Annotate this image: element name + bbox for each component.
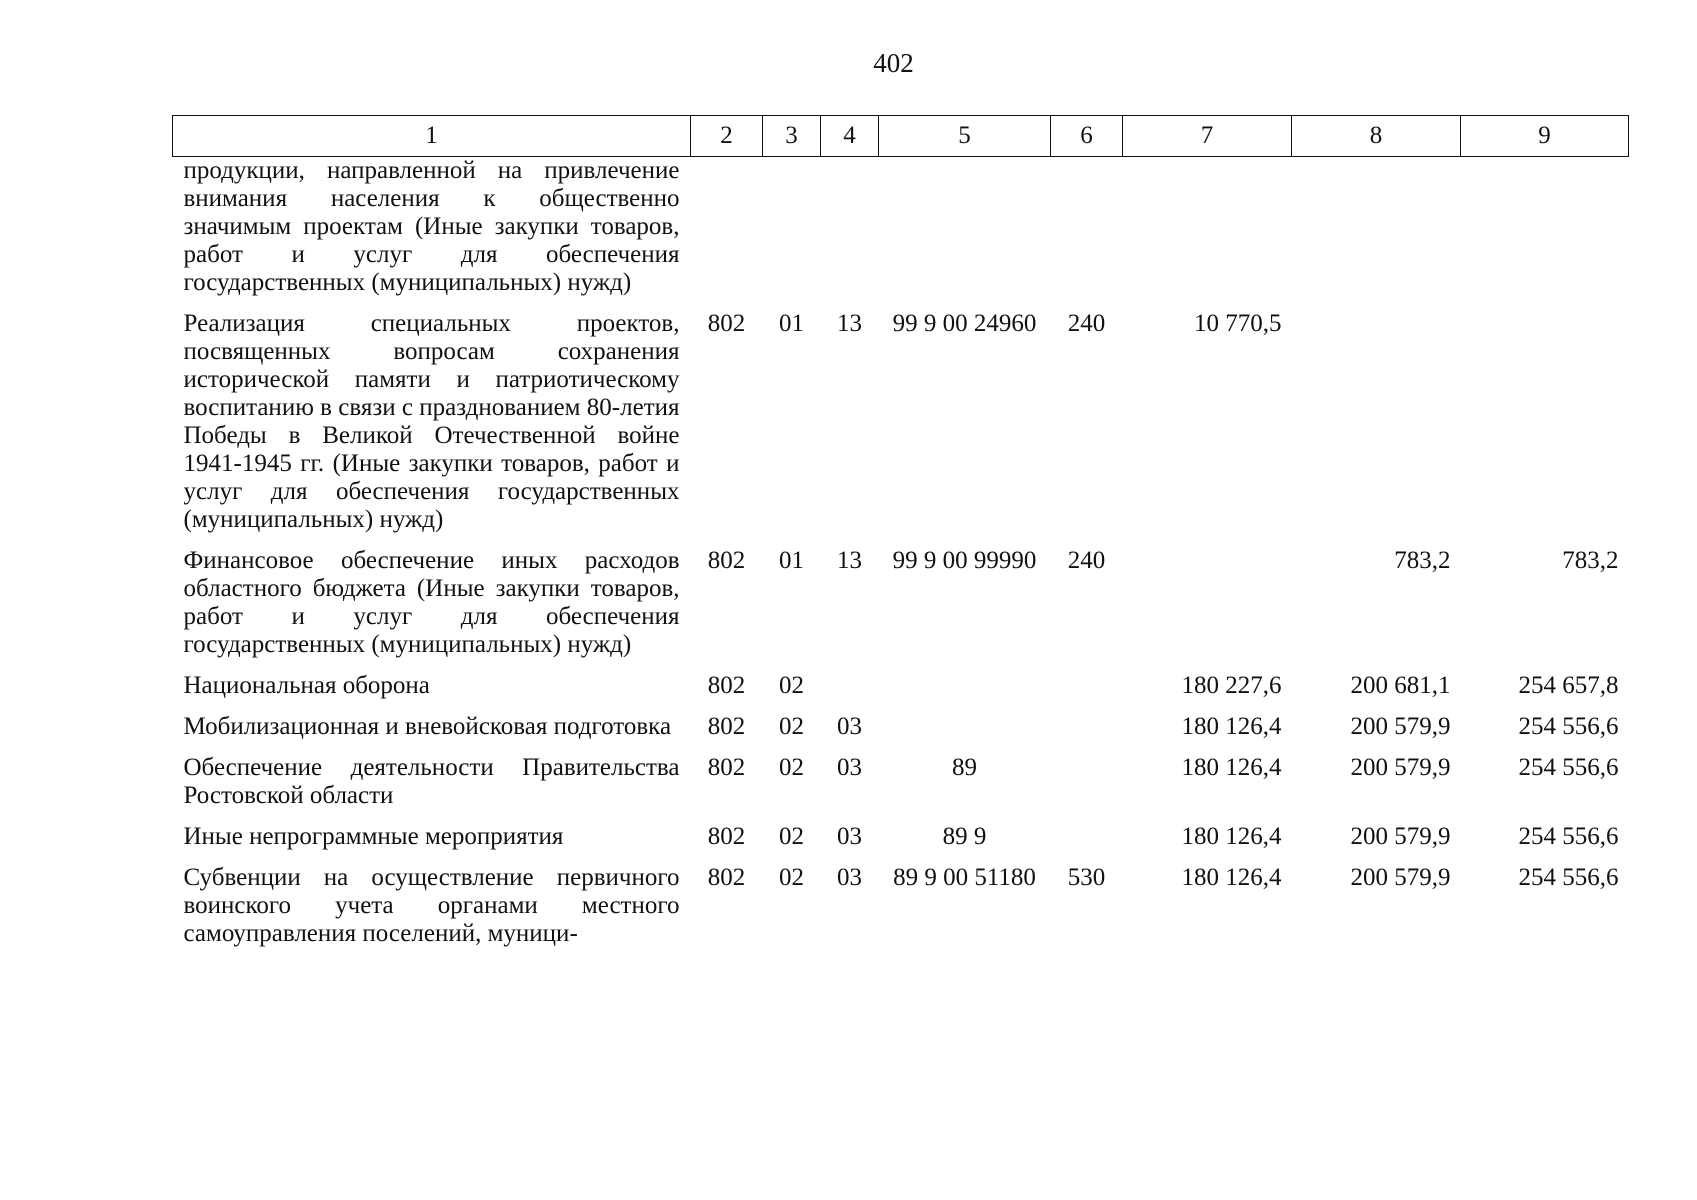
cell-section-code: 02 <box>779 672 804 699</box>
cell-amount-7 <box>1123 157 1292 311</box>
row-name: продукции, направленной на привлечение внимания населения к общественно значимым проектам (Иные закупки товаров, работ и услуг для обеспечения государственных (муниципальных) нужд) <box>183 157 680 296</box>
cell-section-code: 01 <box>779 547 804 574</box>
row-name: Субвенции на осуществление первичного воинского учета органами местного самоуправления поселений, муници- <box>183 864 680 947</box>
cell-section-code <box>763 157 821 311</box>
cell-amount-7: 180 126,4 <box>1181 754 1282 781</box>
cell-target-article <box>879 713 1051 754</box>
cell-amount-7: 10 770,5 <box>1194 310 1282 337</box>
cell-amount-8 <box>1292 157 1461 311</box>
cell-amount-8: 200 681,1 <box>1350 672 1451 699</box>
cell-expense-type <box>1051 157 1123 311</box>
cell-subsection-code <box>821 157 879 311</box>
cell-ministry-code: 802 <box>707 864 746 891</box>
cell-target-article: 89 9 <box>942 823 987 850</box>
cell-amount-9: 254 556,6 <box>1518 713 1619 740</box>
table-header-row <box>173 116 1629 157</box>
column-header-4: 4 <box>821 116 879 157</box>
cell-subsection-code: 03 <box>837 864 862 891</box>
cell-amount-7 <box>1123 547 1292 672</box>
cell-amount-7: 180 227,6 <box>1181 672 1282 699</box>
cell-ministry-code: 802 <box>707 672 746 699</box>
cell-amount-9 <box>1461 157 1629 311</box>
row-name: Национальная оборона <box>183 672 430 699</box>
cell-amount-7: 180 126,4 <box>1181 864 1282 891</box>
column-header-8: 8 <box>1292 116 1461 157</box>
cell-subsection-code: 03 <box>837 823 862 850</box>
cell-target-article: 99 9 00 24960 <box>892 310 1037 337</box>
cell-subsection-code: 03 <box>837 754 862 781</box>
cell-amount-9: 254 556,6 <box>1518 823 1619 850</box>
cell-target-article <box>879 672 1051 713</box>
cell-amount-8 <box>1292 310 1461 547</box>
cell-section-code: 01 <box>779 310 804 337</box>
table-row <box>173 864 1629 961</box>
budget-table <box>172 115 1629 961</box>
cell-section-code: 02 <box>779 754 804 781</box>
cell-target-article: 89 9 00 51180 <box>893 864 1036 891</box>
cell-amount-8: 200 579,9 <box>1350 864 1451 891</box>
cell-expense-type: 530 <box>1067 864 1106 891</box>
cell-amount-8: 200 579,9 <box>1350 754 1451 781</box>
cell-ministry-code: 802 <box>707 823 746 850</box>
cell-expense-type <box>1051 823 1123 864</box>
row-name: Обеспечение деятельности Правительства Ростовской области <box>183 754 680 809</box>
cell-ministry-code: 802 <box>707 754 746 781</box>
column-header-6: 6 <box>1051 116 1123 157</box>
row-name: Финансовое обеспечение иных расходов областного бюджета (Иные закупки товаров, работ и услуг для обеспечения государственных (муниципальных) нужд) <box>183 547 680 658</box>
cell-amount-7: 180 126,4 <box>1181 823 1282 850</box>
column-header-1: 1 <box>173 116 691 157</box>
cell-expense-type <box>1051 672 1123 713</box>
cell-target-article <box>879 157 1051 311</box>
column-header-9: 9 <box>1461 116 1629 157</box>
cell-expense-type: 240 <box>1067 310 1106 337</box>
table-row <box>173 157 1629 311</box>
cell-target-article: 89 <box>952 754 977 781</box>
table-row <box>173 310 1629 547</box>
cell-expense-type: 240 <box>1067 547 1106 574</box>
cell-amount-9 <box>1461 310 1629 547</box>
cell-expense-type <box>1051 713 1123 754</box>
cell-amount-8: 200 579,9 <box>1350 713 1451 740</box>
cell-ministry-code <box>691 157 763 311</box>
column-header-5: 5 <box>879 116 1051 157</box>
cell-subsection-code: 13 <box>837 547 862 574</box>
cell-ministry-code: 802 <box>707 547 746 574</box>
cell-subsection-code: 13 <box>837 310 862 337</box>
row-name: Иные непрограммные мероприятия <box>183 823 564 850</box>
column-header-3: 3 <box>763 116 821 157</box>
cell-section-code: 02 <box>779 823 804 850</box>
row-name: Реализация специальных проектов, посвященных вопросам сохранения исторической памяти и патриотическому воспитанию в связи с празднованием 80-летия Победы в Великой Отечественной войне 1941-1945 гг. (Иные закупки товаров, работ и услуг для обеспечения государственных (муниципальных) нужд) <box>183 310 680 533</box>
cell-section-code: 02 <box>779 713 804 740</box>
table-row <box>173 672 1629 713</box>
column-header-2: 2 <box>691 116 763 157</box>
cell-subsection-code: 03 <box>837 713 862 740</box>
cell-amount-9: 254 556,6 <box>1518 864 1619 891</box>
cell-target-article: 99 9 00 99990 <box>892 547 1037 574</box>
cell-ministry-code: 802 <box>707 713 746 740</box>
cell-amount-9: 254 657,8 <box>1518 672 1619 699</box>
table-row <box>173 754 1629 823</box>
cell-subsection-code <box>821 672 879 713</box>
column-header-7: 7 <box>1123 116 1292 157</box>
cell-expense-type <box>1051 754 1123 823</box>
table-row <box>173 547 1629 672</box>
cell-section-code: 02 <box>779 864 804 891</box>
table-row <box>173 823 1629 864</box>
cell-amount-7: 180 126,4 <box>1181 713 1282 740</box>
row-name: Мобилизационная и вневойсковая подготовка <box>183 713 672 740</box>
cell-ministry-code: 802 <box>707 310 746 337</box>
cell-amount-8: 200 579,9 <box>1350 823 1451 850</box>
cell-amount-9: 254 556,6 <box>1518 754 1619 781</box>
table-row <box>173 713 1629 754</box>
cell-amount-8: 783,2 <box>1394 547 1451 574</box>
page-number: 402 <box>873 48 914 78</box>
cell-amount-9: 783,2 <box>1562 547 1619 574</box>
